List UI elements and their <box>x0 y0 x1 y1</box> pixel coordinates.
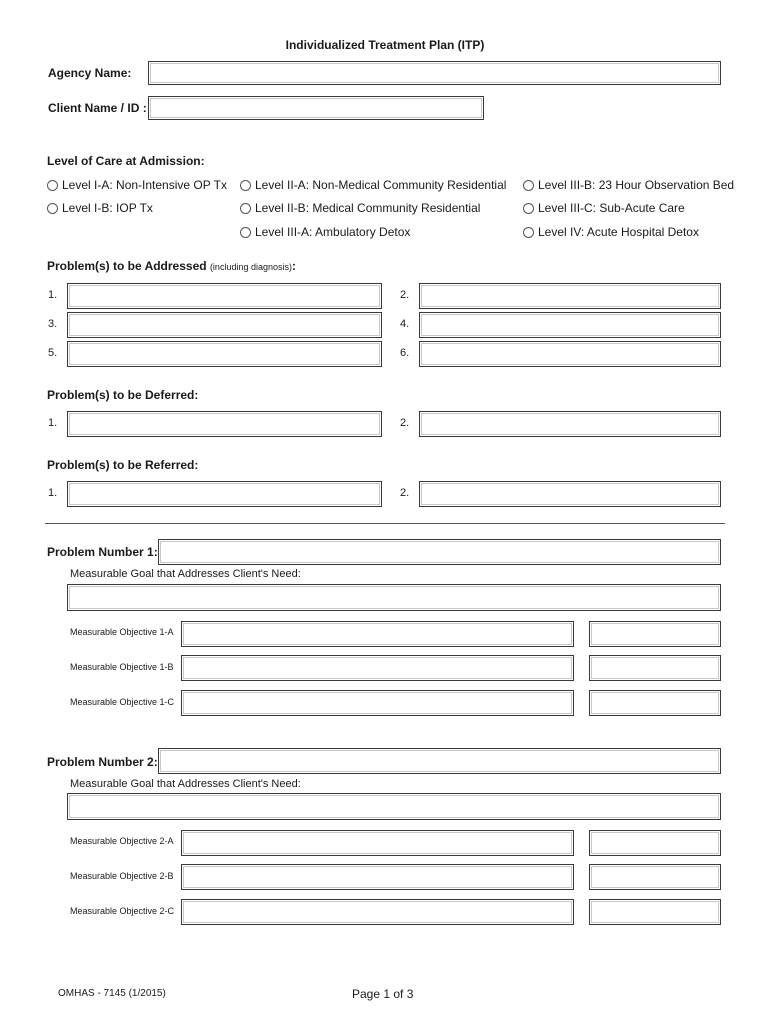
addressed-number: 2. <box>400 289 410 301</box>
radio-level-iii-a[interactable] <box>240 225 410 239</box>
addressed-heading <box>47 259 296 273</box>
problem-2-goal-label: Measurable Goal that Addresses Client's Need: <box>70 778 301 790</box>
problem-2-field[interactable] <box>158 748 721 774</box>
referred-number: 2. <box>400 487 410 499</box>
addressed-note: (including diagnosis) <box>209 262 292 272</box>
objective-1b-label: Measurable Objective 1-B <box>70 662 174 672</box>
level-of-care-heading: Level of Care at Admission: <box>47 154 205 168</box>
addressed-field-1[interactable] <box>67 283 382 309</box>
problem-1-label: Problem Number 1: <box>47 545 158 559</box>
client-name-label: Client Name / ID : <box>48 101 147 115</box>
addressed-number: 4. <box>400 318 410 330</box>
deferred-number: 1. <box>48 417 58 429</box>
radio-level-ii-b[interactable] <box>240 201 480 215</box>
form-id: OMHAS - 7145 (1/2015) <box>58 988 166 999</box>
radio-level-i-a[interactable] <box>47 178 227 192</box>
problem-1-goal-label: Measurable Goal that Addresses Client's Need: <box>70 568 301 580</box>
deferred-number: 2. <box>400 417 410 429</box>
objective-2b-label: Measurable Objective 2-B <box>70 871 174 881</box>
radio-circle-icon[interactable] <box>523 227 534 238</box>
radio-level-i-b[interactable] <box>47 201 153 215</box>
objective-2a-field[interactable] <box>181 830 574 856</box>
deferred-field-2[interactable] <box>419 411 721 437</box>
objective-1c-date-field[interactable] <box>589 690 721 716</box>
objective-1a-label: Measurable Objective 1-A <box>70 627 174 637</box>
addressed-number: 3. <box>48 318 58 330</box>
section-divider <box>45 523 725 524</box>
radio-circle-icon[interactable] <box>240 227 251 238</box>
objective-1c-field[interactable] <box>181 690 574 716</box>
objective-2b-field[interactable] <box>181 864 574 890</box>
problem-1-goal-field[interactable] <box>67 584 721 611</box>
referred-field-1[interactable] <box>67 481 382 507</box>
radio-circle-icon[interactable] <box>523 180 534 191</box>
problem-2-goal-field[interactable] <box>67 793 721 820</box>
deferred-field-1[interactable] <box>67 411 382 437</box>
addressed-number: 5. <box>48 347 58 359</box>
objective-2a-date-field[interactable] <box>589 830 721 856</box>
radio-label: Level II-B: Medical Community Residential <box>255 201 481 215</box>
objective-1c-label: Measurable Objective 1-C <box>70 697 175 707</box>
radio-label: Level IV: Acute Hospital Detox <box>538 225 699 239</box>
objective-2c-label: Measurable Objective 2-C <box>70 906 175 916</box>
page-number: Page 1 of 3 <box>352 987 414 1001</box>
radio-level-iii-c[interactable] <box>523 201 685 215</box>
objective-1a-date-field[interactable] <box>589 621 721 647</box>
objective-1a-field[interactable] <box>181 621 574 647</box>
radio-label: Level II-A: Non-Medical Community Residential <box>255 178 507 192</box>
referred-field-2[interactable] <box>419 481 721 507</box>
referred-number: 1. <box>48 487 58 499</box>
radio-label: Level III-A: Ambulatory Detox <box>255 225 411 239</box>
radio-circle-icon[interactable] <box>47 203 58 214</box>
objective-1b-date-field[interactable] <box>589 655 721 681</box>
deferred-heading: Problem(s) to be Deferred: <box>47 388 199 402</box>
radio-level-ii-a[interactable] <box>240 178 506 192</box>
objective-2c-date-field[interactable] <box>589 899 721 925</box>
agency-name-field[interactable] <box>148 61 721 85</box>
objective-1b-field[interactable] <box>181 655 574 681</box>
agency-name-label: Agency Name: <box>48 66 132 80</box>
radio-circle-icon[interactable] <box>240 180 251 191</box>
radio-level-iii-b[interactable] <box>523 178 734 192</box>
addressed-heading-text: Problem(s) to be Addressed <box>47 259 207 273</box>
radio-circle-icon[interactable] <box>47 180 58 191</box>
addressed-colon: : <box>291 259 296 273</box>
addressed-field-2[interactable] <box>419 283 721 309</box>
addressed-number: 1. <box>48 289 58 301</box>
radio-label: Level I-A: Non-Intensive OP Tx <box>62 178 227 192</box>
client-name-field[interactable] <box>148 96 484 120</box>
referred-heading: Problem(s) to be Referred: <box>47 458 199 472</box>
radio-label: Level I-B: IOP Tx <box>62 201 153 215</box>
objective-2c-field[interactable] <box>181 899 574 925</box>
addressed-field-6[interactable] <box>419 341 721 367</box>
objective-2b-date-field[interactable] <box>589 864 721 890</box>
problem-2-label: Problem Number 2: <box>47 755 158 769</box>
form-title: Individualized Treatment Plan (ITP) <box>285 38 485 52</box>
radio-label: Level III-C: Sub-Acute Care <box>538 201 685 215</box>
radio-circle-icon[interactable] <box>523 203 534 214</box>
addressed-number: 6. <box>400 347 410 359</box>
addressed-field-4[interactable] <box>419 312 721 338</box>
problem-1-field[interactable] <box>158 539 721 565</box>
addressed-field-3[interactable] <box>67 312 382 338</box>
radio-level-iv[interactable] <box>523 225 699 239</box>
radio-circle-icon[interactable] <box>240 203 251 214</box>
addressed-field-5[interactable] <box>67 341 382 367</box>
radio-label: Level III-B: 23 Hour Observation Bed <box>538 178 735 192</box>
objective-2a-label: Measurable Objective 2-A <box>70 836 174 846</box>
